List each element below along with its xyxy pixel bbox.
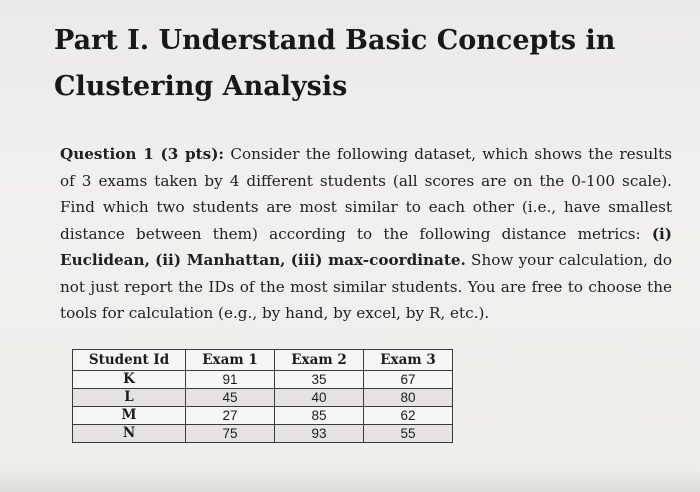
cell-exam-2: 85 xyxy=(275,407,364,425)
cell-student-id: K xyxy=(73,371,186,389)
metric-max-coordinate: (iii) max-coordinate. xyxy=(290,251,466,269)
cell-exam-3: 55 xyxy=(364,425,453,443)
cell-exam-1: 45 xyxy=(186,389,275,407)
cell-exam-3: 67 xyxy=(364,371,453,389)
scores-table-container xyxy=(72,349,453,443)
question-text-4: Show your calculation, do not just report the IDs of the most similar students. You are free to choose the tools for calculation (e.g., by hand, by excel, by R, etc.). xyxy=(60,251,673,322)
cell-exam-2: 93 xyxy=(275,425,364,443)
header-exam-2: Exam 2 xyxy=(275,350,364,371)
cell-student-id: L xyxy=(73,389,186,407)
header-student-id: Student Id xyxy=(73,350,186,371)
table-row xyxy=(73,389,453,407)
cell-student-id: N xyxy=(73,425,186,443)
table-row xyxy=(73,371,453,389)
cell-exam-2: 40 xyxy=(275,389,364,407)
question-paragraph xyxy=(60,141,672,327)
cell-student-id: M xyxy=(73,407,186,425)
cell-exam-2: 35 xyxy=(275,371,364,389)
section-heading: Part I. Understand Basic Concepts in Clustering Analysis xyxy=(54,25,616,102)
cell-exam-1: 91 xyxy=(186,371,275,389)
header-exam-1: Exam 1 xyxy=(186,350,275,371)
cell-exam-1: 27 xyxy=(186,407,275,425)
cell-exam-1: 75 xyxy=(186,425,275,443)
table-header-row xyxy=(73,350,453,371)
cell-exam-3: 80 xyxy=(364,389,453,407)
metric-euclidean: (i) Euclidean, xyxy=(60,224,672,269)
table-row xyxy=(73,425,453,443)
question-text-1: Consider the following dataset, which shows the results of 3 exams taken by 4 different students (all scores are on the 0-100 scale). Find which two students are most similar to each other (i.e., have smallest distance between them) according to the following distance metrics: xyxy=(60,145,672,243)
metric-manhattan: (ii) Manhattan, xyxy=(155,251,286,269)
header-exam-3: Exam 3 xyxy=(364,350,453,371)
question-label: Question 1 (3 pts): xyxy=(60,145,225,163)
page-bottom-edge xyxy=(0,470,700,492)
scores-table xyxy=(72,349,453,443)
table-row xyxy=(73,407,453,425)
cell-exam-3: 62 xyxy=(364,407,453,425)
